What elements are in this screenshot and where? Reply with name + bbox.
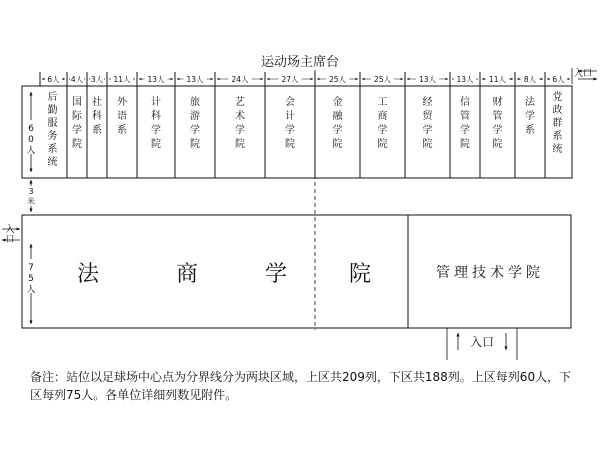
diagram-title: 运动场主席台 xyxy=(260,55,340,70)
column-count-text: 24人 xyxy=(231,75,249,84)
school-char: 学 xyxy=(264,262,288,287)
column-label xyxy=(525,95,536,136)
column-count-text: 13人 xyxy=(186,75,204,84)
svg-text:7: 7 xyxy=(28,263,34,273)
svg-text:院: 院 xyxy=(332,139,343,150)
column-count-text: 27人 xyxy=(281,75,299,84)
svg-text:学: 学 xyxy=(377,125,388,136)
svg-text:学: 学 xyxy=(460,125,470,136)
column-count-text: 13人 xyxy=(418,75,437,84)
svg-text:管: 管 xyxy=(492,111,503,122)
law-business-school-label xyxy=(77,262,371,287)
svg-text:人: 人 xyxy=(26,285,36,295)
column-count-text: 25人 xyxy=(328,75,347,84)
svg-text:院: 院 xyxy=(190,139,200,150)
svg-text:科: 科 xyxy=(92,111,102,122)
column-count xyxy=(109,74,135,84)
svg-text:金: 金 xyxy=(332,97,343,108)
column-count xyxy=(407,74,448,84)
svg-text:游: 游 xyxy=(190,111,200,122)
column-count xyxy=(317,74,358,84)
svg-text:6: 6 xyxy=(28,124,34,134)
school-char: 院 xyxy=(348,262,372,287)
svg-text:管: 管 xyxy=(460,111,470,122)
school-char: 商 xyxy=(175,262,199,287)
svg-text:院: 院 xyxy=(460,139,470,150)
svg-text:学: 学 xyxy=(525,111,535,122)
top-section xyxy=(22,72,572,178)
svg-text:口: 口 xyxy=(5,235,15,245)
column-count xyxy=(517,74,543,84)
svg-text:国: 国 xyxy=(72,97,82,108)
svg-text:院: 院 xyxy=(235,139,245,150)
svg-text:科: 科 xyxy=(151,111,161,122)
svg-text:学: 学 xyxy=(332,125,343,136)
svg-text:后: 后 xyxy=(47,92,58,103)
svg-text:学: 学 xyxy=(72,125,82,136)
column-count xyxy=(89,74,105,84)
svg-text:信: 信 xyxy=(460,97,470,108)
svg-text:院: 院 xyxy=(422,139,433,150)
column-count-text: 4人 xyxy=(70,75,84,84)
svg-text:统: 统 xyxy=(47,157,58,168)
svg-text:语: 语 xyxy=(117,111,127,122)
svg-text:学: 学 xyxy=(235,125,245,136)
top-block-outline xyxy=(22,86,572,178)
svg-text:系: 系 xyxy=(525,125,535,136)
column-count xyxy=(547,74,570,84)
school-char: 法 xyxy=(76,262,100,287)
column-count-text: 3人 xyxy=(90,75,104,84)
svg-text:经: 经 xyxy=(422,97,433,108)
svg-text:艺: 艺 xyxy=(235,97,245,108)
column-label xyxy=(48,90,58,168)
column-count xyxy=(177,74,213,84)
column-count xyxy=(267,74,313,84)
column-count xyxy=(482,74,513,84)
svg-text:系: 系 xyxy=(117,125,127,136)
svg-text:社: 社 xyxy=(92,97,102,108)
svg-text:系: 系 xyxy=(92,125,102,136)
svg-text:法: 法 xyxy=(525,97,535,108)
svg-text:学: 学 xyxy=(190,125,200,136)
svg-text:计: 计 xyxy=(285,111,295,122)
column-count xyxy=(452,74,478,84)
column-label xyxy=(92,95,102,136)
svg-text:术: 术 xyxy=(235,111,245,122)
svg-text:务: 务 xyxy=(47,131,58,142)
management-tech-school-label: 管理技术学院 xyxy=(436,265,544,281)
svg-text:学: 学 xyxy=(285,125,295,136)
entrance-top-right xyxy=(572,67,597,84)
column-label xyxy=(378,96,388,150)
svg-text:财: 财 xyxy=(492,97,503,108)
svg-text:融: 融 xyxy=(332,111,343,122)
column-count xyxy=(139,74,173,84)
svg-text:旅: 旅 xyxy=(190,97,200,108)
column-count xyxy=(69,74,85,84)
svg-text:勤: 勤 xyxy=(47,105,58,116)
entrance-left-text xyxy=(5,223,14,245)
column-count-text: 25人 xyxy=(373,75,392,84)
column-label xyxy=(423,96,434,150)
entrance-top-right-label: 入口 xyxy=(573,69,593,79)
svg-text:院: 院 xyxy=(151,139,161,150)
svg-text:政: 政 xyxy=(552,105,563,116)
svg-text:0: 0 xyxy=(28,135,34,145)
svg-text:系: 系 xyxy=(552,131,563,142)
svg-text:群: 群 xyxy=(552,118,563,129)
bottom-section xyxy=(22,215,571,328)
svg-text:服: 服 xyxy=(47,118,58,129)
svg-text:米: 米 xyxy=(27,197,35,206)
column-label xyxy=(117,95,128,136)
svg-text:会: 会 xyxy=(285,97,295,108)
svg-text:工: 工 xyxy=(377,97,388,108)
svg-text:学: 学 xyxy=(422,125,433,136)
footnote: 备注：站位以足球场中心点为分界线分为两块区域，上区共209列，下区共188列。上区每列60人，下区每列75人。各单位详细列数见附件。 xyxy=(30,370,572,402)
svg-text:统: 统 xyxy=(552,144,563,155)
entrance-left xyxy=(2,223,20,245)
entrance-bottom-label: 入口 xyxy=(469,335,495,349)
column-label xyxy=(333,95,344,150)
column-label xyxy=(285,95,295,150)
column-label xyxy=(460,95,470,150)
svg-text:院: 院 xyxy=(72,139,82,150)
svg-text:院: 院 xyxy=(285,139,295,150)
column-count-text: 13人 xyxy=(456,75,474,84)
column-count-text: 8人 xyxy=(523,75,537,84)
entrance-left-label xyxy=(5,223,14,245)
column-count xyxy=(362,74,403,84)
svg-text:入: 入 xyxy=(5,225,15,235)
column-count-text: 11人 xyxy=(113,75,131,84)
svg-text:系: 系 xyxy=(47,144,58,155)
svg-text:学: 学 xyxy=(492,125,503,136)
column-label xyxy=(190,96,200,150)
column-count xyxy=(42,74,65,84)
column-label xyxy=(493,95,503,150)
svg-text:党: 党 xyxy=(552,92,563,103)
svg-text:人: 人 xyxy=(26,146,36,156)
svg-text:院: 院 xyxy=(377,139,388,150)
column-count-text: 13人 xyxy=(147,75,165,84)
column-label xyxy=(72,96,83,150)
svg-text:际: 际 xyxy=(72,111,82,122)
svg-text:外: 外 xyxy=(117,97,127,108)
column-count-text: 11人 xyxy=(488,75,507,84)
svg-text:商: 商 xyxy=(377,111,388,122)
svg-text:学: 学 xyxy=(151,125,161,136)
column-label xyxy=(151,95,161,150)
svg-text:3: 3 xyxy=(28,187,34,196)
column-label xyxy=(235,95,245,150)
entrance-bottom xyxy=(447,328,517,360)
svg-text:5: 5 xyxy=(28,274,34,284)
svg-text:院: 院 xyxy=(492,139,503,150)
gap-dimension xyxy=(26,180,37,212)
svg-text:计: 计 xyxy=(151,97,161,108)
column-count xyxy=(217,74,263,84)
svg-text:贸: 贸 xyxy=(422,111,433,122)
column-count-text: 6人 xyxy=(552,75,565,84)
column-count-text: 6人 xyxy=(47,75,60,84)
column-label xyxy=(553,90,563,155)
